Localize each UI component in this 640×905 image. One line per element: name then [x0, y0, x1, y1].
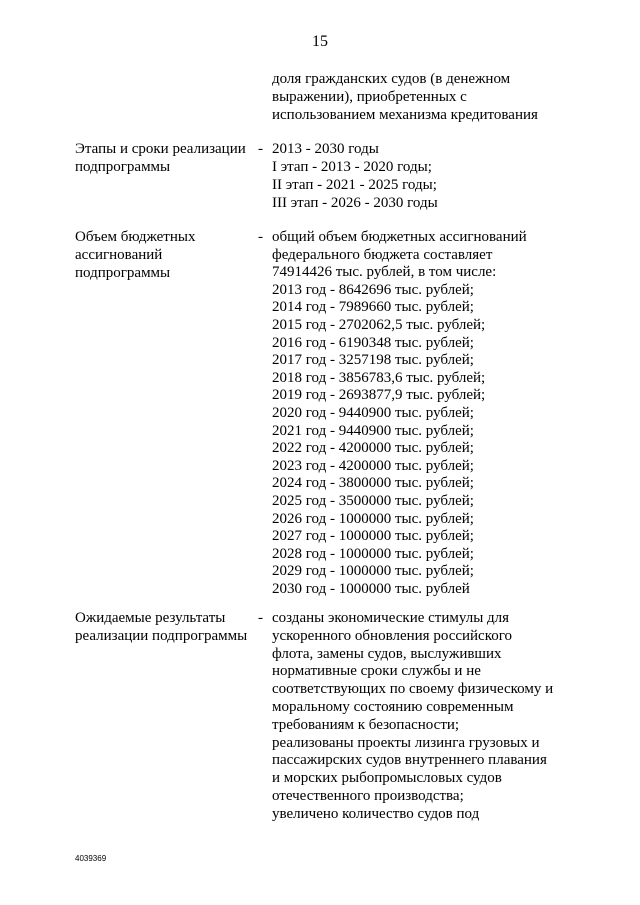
continuation-line: доля гражданских судов (в денежном: [272, 71, 511, 87]
section-value-line: соответствующих по своему физическому и: [272, 681, 554, 698]
continuation-line: выражении), приобретенных с: [272, 89, 467, 105]
section-value-line: 2014 год - 7989660 тыс. рублей;: [272, 299, 474, 316]
section-value-line: 2013 - 2030 годы: [272, 141, 379, 157]
section-value-line: 2027 год - 1000000 тыс. рублей;: [272, 528, 474, 545]
section-value-line: 2026 год - 1000000 тыс. рублей;: [272, 510, 474, 527]
section-value-line: требованиям к безопасности;: [272, 716, 460, 733]
section-value-line: моральному состоянию современным: [272, 699, 514, 715]
section-value-line: 2021 год - 9440900 тыс. рублей;: [272, 422, 474, 439]
section-label-budget: подпрограммы: [75, 265, 171, 281]
section-dash: -: [258, 141, 263, 157]
section-value-line: 2029 год - 1000000 тыс. рублей;: [272, 563, 474, 580]
section-value-line: 2030 год - 1000000 тыс. рублей: [272, 581, 470, 597]
section-value-line: 2024 год - 3800000 тыс. рублей;: [272, 475, 474, 492]
page-number: 15: [312, 33, 328, 50]
section-value-line: II этап - 2021 - 2025 годы;: [272, 177, 437, 193]
section-label-stages: Этапы и сроки реализации: [75, 141, 246, 157]
section-label-stages: подпрограммы: [75, 159, 171, 175]
section-value-line: 2013 год - 8642696 тыс. рублей;: [272, 281, 474, 298]
section-value-line: ускоренного обновления российского: [272, 627, 513, 644]
section-value-line: 2019 год - 2693877,9 тыс. рублей;: [272, 387, 486, 404]
section-value-line: 2015 год - 2702062,5 тыс. рублей;: [272, 317, 486, 333]
section-value-line: 2016 год - 6190348 тыс. рублей;: [272, 334, 474, 351]
section-value-line: 2020 год - 9440900 тыс. рублей;: [272, 405, 474, 421]
section-dash: -: [258, 229, 263, 245]
section-value-line: созданы экономические стимулы для: [272, 610, 510, 626]
section-value-line: реализованы проекты лизинга грузовых и: [272, 734, 540, 751]
section-label-results: реализации подпрограммы: [75, 628, 248, 644]
section-value-line: 2022 год - 4200000 тыс. рублей;: [272, 440, 474, 457]
section-value-line: пассажирских судов внутреннего плавания: [272, 752, 547, 769]
section-value-line: нормативные сроки службы и не: [272, 663, 481, 680]
section-value-line: 2023 год - 4200000 тыс. рублей;: [272, 457, 474, 474]
section-value-line: и морских рыбопромысловых судов: [272, 770, 502, 787]
section-label-budget: ассигнований: [75, 247, 163, 263]
footer-document-code: 4039369: [75, 854, 107, 863]
section-value-line: 2025 год - 3500000 тыс. рублей;: [272, 493, 474, 509]
section-value-line: III этап - 2026 - 2030 годы: [272, 195, 438, 211]
section-value-line: 2017 год - 3257198 тыс. рублей;: [272, 352, 474, 369]
section-value-line: увеличено количество судов под: [272, 805, 480, 822]
section-value-line: общий объем бюджетных ассигнований: [272, 229, 527, 245]
section-value-line: 74914426 тыс. рублей, в том числе:: [272, 264, 497, 281]
section-value-line: I этап - 2013 - 2020 годы;: [272, 159, 432, 175]
section-label-budget: Объем бюджетных: [75, 229, 196, 245]
section-value-line: 2018 год - 3856783,6 тыс. рублей;: [272, 369, 486, 386]
section-value-line: федерального бюджета составляет: [272, 246, 493, 263]
section-value-line: отечественного производства;: [272, 788, 464, 804]
continuation-line: использованием механизма кредитования: [272, 107, 538, 123]
section-value-line: флота, замены судов, выслуживших: [272, 645, 502, 662]
section-label-results: Ожидаемые результаты: [75, 610, 226, 626]
section-dash: -: [258, 610, 263, 626]
section-value-line: 2028 год - 1000000 тыс. рублей;: [272, 545, 474, 562]
